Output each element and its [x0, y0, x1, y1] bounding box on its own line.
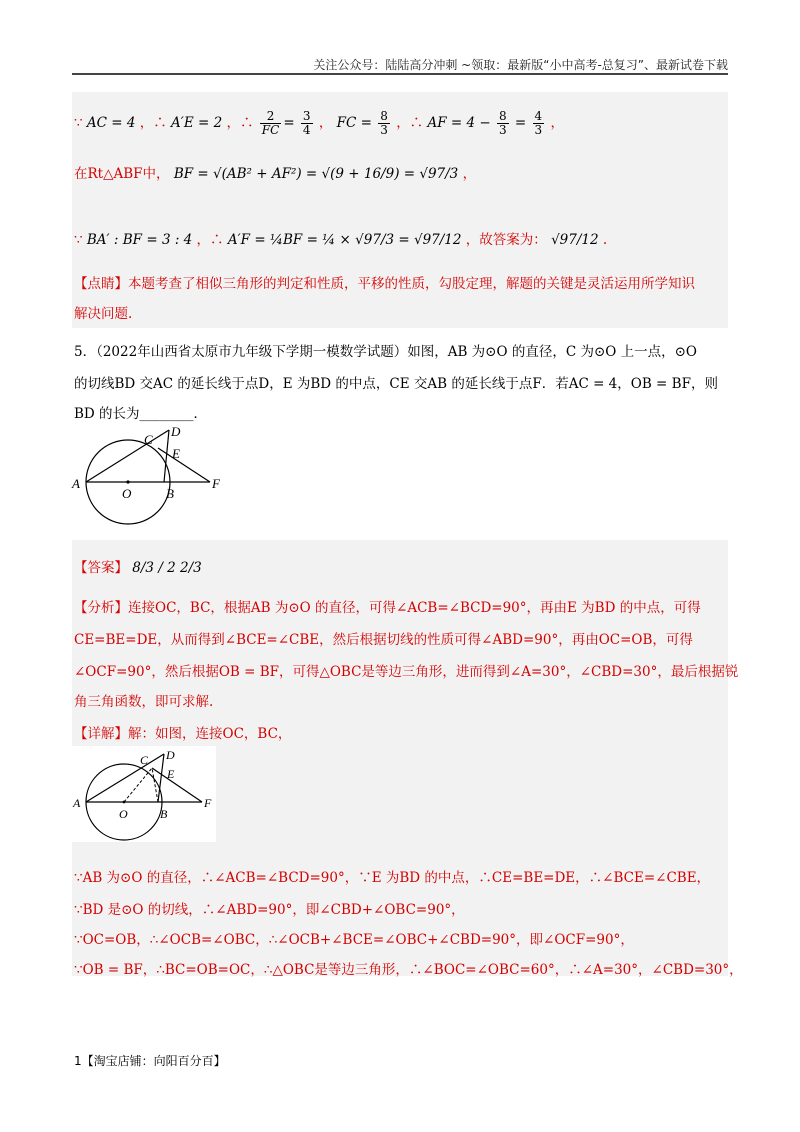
solution-line-3: ∵ BA′ : BF = 3 : 4 ，∴ A′F = ¼BF = ¼ × √97/3 = √97/12 ，故答案为： √97/12 .	[74, 232, 608, 248]
page-footer: 1【淘宝店铺：向阳百分百】	[74, 1054, 226, 1068]
label-a: A	[72, 476, 80, 491]
label-f: F	[204, 796, 212, 810]
comment-line-1: 【点睛】本题考查了相似三角形的判定和性质，平移的性质，勾股定理，解题的关键是灵活运用所学知识	[74, 276, 695, 292]
line-bd	[164, 430, 169, 482]
solution-step-3: ∵OC=OB，∴∠OCB=∠OBC，∴∠OCB+∠BCE=∠OBC+∠CBD=90°，即∠OCF=90°，	[74, 932, 634, 948]
label-a: A	[73, 796, 81, 810]
label-b: B	[166, 486, 174, 501]
geometry-figure-1	[70, 420, 240, 535]
label-o: O	[119, 807, 128, 821]
label-c: C	[144, 432, 153, 447]
solution-line-2: 在Rt△ABF中， BF = √(AB² + AF²) = √(9 + 16/9) = √97/3 ，	[74, 166, 477, 182]
question-5-line-1: 5．（2022年山西省太原市九年级下学期一模数学试题）如图，AB 为⊙O 的直径，C 为⊙O 上一点，⊙O	[74, 344, 697, 360]
solution-line-1: ∵ AC = 4 ，∴ A′E = 2 ，∴ $\frac{2}{FC}$ = $\frac{3}{4}$ ， FC = $\frac{8}{3}$ ，∴ AF = 4 − $\frac{8}{3}$ = $\frac{4}{3}$ ，	[74, 109, 564, 137]
solution-step-4: ∵OB = BF，∴BC=OB=OC，∴△OBC是等边三角形，∴∠BOC=∠OBC=60°，∴∠A=30°，∠CBD=30°，	[74, 962, 743, 978]
label-c: C	[140, 753, 149, 767]
question-5-line-2: 的切线BD 交AC 的延长线于点D，E 为BD 的中点，CE 交AB 的延长线于点F．若AC = 4，OB = BF，则	[74, 376, 718, 392]
label-f: F	[212, 476, 220, 491]
comment-line-2: 解决问题.	[74, 306, 133, 322]
label-o: O	[122, 486, 132, 501]
analysis-line-3: ∠OCF=90°，然后根据OB = BF，可得△OBC是等边三角形，进而得到∠A=30°，∠CBD=30°，最后根据锐	[74, 664, 739, 680]
solution-step-2: ∵BD 是⊙O 的切线，∴∠ABD=90°，即∠CBD+∠OBC=90°，	[74, 902, 465, 918]
solution-step-1: ∵AB 为⊙O 的直径，∴∠ACB=∠BCD=90°，∵E 为BD 的中点，∴CE=BE=DE，∴∠BCE=∠CBE，	[74, 870, 711, 886]
label-d: D	[166, 748, 175, 762]
label-b: B	[160, 807, 168, 821]
label-e: E	[167, 767, 175, 781]
answer-line: 【答案】 8/3 / 2 2/3	[74, 560, 202, 576]
analysis-line-4: 角三角函数，即可求解.	[74, 694, 214, 710]
question-5-line-3: BD 的长为________．	[74, 406, 208, 422]
detail-line-1: 【详解】解：如图，连接OC，BC，	[74, 726, 292, 742]
header-rule	[72, 73, 728, 75]
geometry-figure-2	[72, 746, 216, 842]
page-header: 关注公众号：陆陆高分冲刺 ~领取：最新版“小中高考-总复习”、最新试卷下载	[313, 58, 728, 72]
line-ad	[86, 430, 169, 482]
analysis-line-2: CE=BE=DE，从而得到∠BCE=∠CBE，然后根据切线的性质可得∠ABD=90°，再由OC=OB，可得	[74, 632, 693, 648]
label-d: D	[171, 424, 181, 439]
analysis-line-1: 【分析】连接OC，BC，根据AB 为⊙O 的直径，可得∠ACB=∠BCD=90°，再由E 为BD 的中点，可得	[74, 600, 701, 616]
label-e: E	[172, 446, 180, 461]
